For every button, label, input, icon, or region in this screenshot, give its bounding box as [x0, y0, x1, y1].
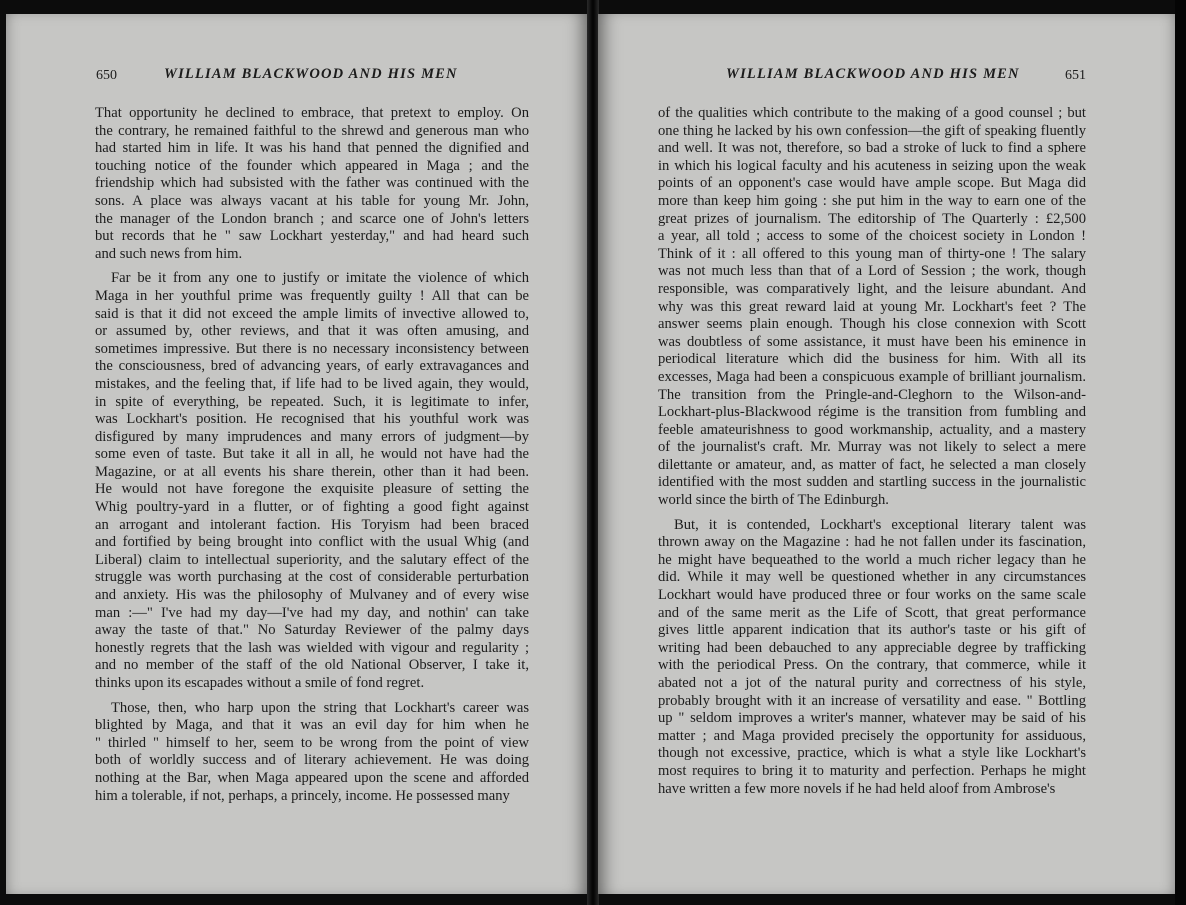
- text-line: or assumed by, other reviews, and that it was often amusing, and: [95, 323, 529, 340]
- text-line: of the qualities which contribute to the making of a good counsel ; but: [658, 105, 1086, 121]
- text-line: friendship which had subsisted with the father was continued with the: [95, 175, 529, 192]
- text-line: why was this great reward laid at young Mr. Lockhart's feet ? The: [658, 298, 1086, 315]
- text-line: great prizes of journalism. The editorship of The Quarterly : £2,500: [658, 210, 1086, 227]
- text-line: have written a few more novels if he had held aloof from Ambrose's: [658, 780, 1056, 797]
- text-line: though not excessive, practice, which is what a style like Lockhart's: [658, 745, 1086, 762]
- text-line: Think of it : all offered to this young man of thirty-one ! The salary: [658, 245, 1086, 262]
- page-number: 651: [1065, 68, 1086, 83]
- text-line: the consciousness, bred of advancing years, of early extravagances and: [95, 358, 529, 375]
- text-line: and such news from him.: [95, 245, 243, 262]
- text-line: in which his logical faculty and his acuteness in seizing upon the weak: [658, 157, 1086, 174]
- paragraph-gap: [95, 693, 529, 700]
- text-line: Whig poultry-yard in a flutter, or of fighting a good fight against: [95, 499, 529, 516]
- text-line: gives little apparent indication that its author's taste or his gift of: [658, 622, 1086, 639]
- text-line: honestly regrets that the lash was wielded with vigour and regularity ;: [95, 639, 529, 656]
- text-line: the manager of the London branch ; and scarce one of John's letters: [95, 210, 529, 227]
- text-line: Those, then, who harp upon the string that Lockhart's career was: [111, 699, 529, 716]
- text-line: did. While it may well be questioned whether in any circumstances: [658, 569, 1086, 586]
- text-line: abated not a jot of the natural purity and correctness of his style,: [658, 675, 1086, 691]
- text-line: matter ; and Maga provided precisely the opportunity for assiduous,: [658, 727, 1086, 744]
- text-line: points of an opponent's case would have ample scope. But Maga did: [658, 175, 1086, 192]
- text-line: one thing he lacked by his own confession—the gift of speaking fluently: [658, 122, 1086, 139]
- text-line: dilettante or amateur, and, as matter of fact, he selected a man closely: [658, 456, 1086, 473]
- text-line: more than keep him going : she put him in the way to earn one of the: [658, 192, 1086, 209]
- text-line: Magazine, or at all events his share therein, other than it had been.: [95, 463, 529, 480]
- text-line: and no member of the staff of the old National Observer, I take it,: [95, 657, 529, 674]
- left-page: [6, 14, 588, 894]
- text-line: had started him in life. It was his hand that penned the dignified and: [95, 140, 529, 157]
- text-line: writing had been debauched to any appreciable degree by trafficking: [658, 639, 1086, 656]
- scan-border: [1175, 0, 1186, 905]
- paragraph-gap: [95, 263, 529, 270]
- text-line: up " seldom improves a writer's manner, whatever may be said of his: [658, 710, 1086, 727]
- right-page-header: [598, 66, 1175, 90]
- text-line: some even of taste. But take it all in all, he would not have had the: [95, 446, 529, 463]
- text-line: Lockhart-plus-Blackwood régime is the transition from fumbling and: [658, 404, 1086, 421]
- running-head: WILLIAM BLACKWOOD AND HIS MEN: [164, 66, 458, 82]
- text-line: Maga in her youthful prime was frequently guilty ! All that can be: [95, 287, 529, 304]
- paragraph-gap: [658, 510, 1086, 517]
- text-line: probably brought with it an increase of versatility and ease. " Bottling: [658, 692, 1086, 709]
- text-line: a year, all told ; access to some of the choicest society in London !: [658, 228, 1086, 245]
- text-line: That opportunity he declined to embrace, that pretext to employ. On: [95, 105, 529, 121]
- text-line: sons. A place was always vacant at his table for young Mr. John,: [95, 192, 529, 209]
- text-line: blighted by Maga, and that it was an evil day for him when he: [95, 717, 529, 734]
- text-line: world since the birth of The Edinburgh.: [658, 492, 889, 509]
- text-line: said is that it did not exceed the ample limits of invective allowed to,: [95, 305, 529, 322]
- text-line: most requires to bring it to maturity and perfection. Perhaps he might: [658, 762, 1086, 779]
- text-line: he might have bequeathed to the world a much richer legacy than he: [658, 551, 1086, 568]
- text-line: and well. It was not, therefore, so bad a stroke of luck to find a sphere: [658, 140, 1086, 157]
- text-line: in spite of everything, be repeated. Such, it is legitimate to infer,: [95, 393, 529, 410]
- right-page: [598, 14, 1175, 894]
- text-line: man :—" I've had my day—I've had my day, and nothin' can take: [95, 604, 529, 621]
- text-line: He would not have foregone the exquisite pleasure of setting the: [95, 481, 529, 498]
- text-line: disfigured by many imprudences and many errors of judgment—by: [95, 428, 529, 445]
- text-line: with the periodical Press. On the contrary, that commerce, while it: [658, 657, 1086, 674]
- text-line: identified with the most sudden and startling success in the journalistic: [658, 474, 1086, 491]
- text-line: answer seems plain enough. Though his close connexion with Scott: [658, 316, 1086, 333]
- text-line: the contrary, he remained faithful to the shrewd and generous man who: [95, 122, 529, 139]
- text-line: him a tolerable, if not, perhaps, a princely, income. He possessed many: [95, 787, 510, 804]
- text-line: thinks upon its escapades without a smile of fond regret.: [95, 675, 425, 691]
- text-line: both of worldly success and of literary achievement. He was doing: [95, 752, 529, 769]
- text-line: was not much less than that of a Lord of Session ; the work, though: [658, 263, 1086, 280]
- text-line: But, it is contended, Lockhart's exceptional literary talent was: [674, 516, 1086, 533]
- right-page-body: [658, 105, 1086, 798]
- text-line: Liberal) claim to intellectual superiority, and the salutary effect of the: [95, 551, 529, 568]
- text-line: and fortified by being brought into conflict with the usual Whig (and: [95, 534, 529, 551]
- text-line: away the taste of that." No Saturday Reviewer of the palmy days: [95, 622, 529, 639]
- running-head: WILLIAM BLACKWOOD AND HIS MEN: [726, 66, 1020, 82]
- text-line: thrown away on the Magazine : had he not fallen under its fascination,: [658, 534, 1086, 551]
- text-line: an arrogant and intolerant faction. His Toryism had been braced: [95, 516, 529, 533]
- text-line: nothing at the Bar, when Maga appeared upon the scene and afforded: [95, 769, 529, 786]
- text-line: periodical literature which did the business for him. With all its: [658, 351, 1086, 368]
- text-line: touching notice of the founder which appeared in Maga ; and the: [95, 157, 529, 174]
- text-line: of the journalist's craft. Mr. Murray was not likely to select a mere: [658, 439, 1086, 456]
- text-line: The transition from the Pringle-and-Cleghorn to the Wilson-and-: [658, 386, 1086, 403]
- page-number: 650: [96, 68, 117, 83]
- text-line: feeble amateurishness to good workmanship, actuality, and a mastery: [658, 421, 1086, 438]
- text-line: and of the same merit as the Life of Scott, that great performance: [658, 604, 1086, 621]
- text-line: Far be it from any one to justify or imitate the violence of which: [111, 270, 529, 287]
- text-line: Lockhart would have produced three or four works on the same scale: [658, 587, 1086, 604]
- text-line: struggle was worth purchasing at the cost of considerable perturbation: [95, 569, 529, 586]
- text-line: responsible, was comparatively light, and the leisure abundant. And: [658, 280, 1086, 297]
- left-page-header: [6, 66, 588, 90]
- text-line: mistakes, and the feeling that, if life had to be lived again, they would,: [95, 375, 529, 392]
- text-line: excesses, Maga had been a conspicuous example of brilliant journalism.: [658, 368, 1086, 385]
- left-page-body: [95, 105, 529, 805]
- text-line: was doubtless of some assistance, it must have been his eminence in: [658, 333, 1086, 350]
- text-line: was Lockhart's position. He recognised that his youthful work was: [95, 411, 529, 428]
- text-line: and anxiety. His was the philosophy of Mulvaney and of every wise: [95, 587, 529, 604]
- text-line: but records that he " saw Lockhart yesterday," and had heard such: [95, 228, 529, 245]
- text-line: sometimes impressive. But there is no necessary inconsistency between: [95, 340, 529, 357]
- text-line: " thirled " himself to her, seem to be wrong from the point of view: [95, 734, 529, 751]
